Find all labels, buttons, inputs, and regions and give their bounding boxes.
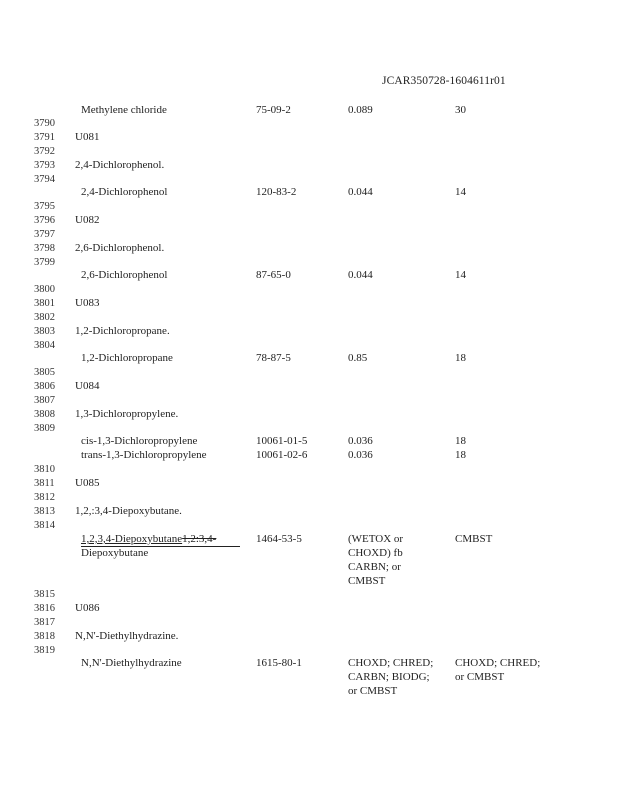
cas-number: 78-87-5 — [256, 352, 291, 364]
waste-description: 1,3-Dichloropropylene. — [75, 408, 179, 420]
nonwastewater-standard: CMBST — [455, 533, 493, 545]
inserted-text: 1,2,3,4-Diepoxybutane — [81, 533, 183, 545]
line-number: 3812 — [34, 492, 55, 503]
line-number: 3790 — [34, 118, 55, 129]
cas-number: 10061-02-6 — [256, 449, 308, 461]
nonwastewater-standard: 18 — [455, 449, 466, 461]
nonwastewater-standard: 30 — [455, 104, 466, 116]
line-number: 3808 — [34, 409, 55, 420]
wastewater-standard: CARBN; or — [348, 561, 401, 573]
cas-number: 75-09-2 — [256, 104, 291, 116]
constituent-name: 2,4-Dichlorophenol — [81, 186, 168, 198]
nonwastewater-standard: 18 — [455, 435, 466, 447]
line-number: 3793 — [34, 160, 55, 171]
line-number: 3805 — [34, 367, 55, 378]
waste-description: N,N'-Diethylhydrazine. — [75, 630, 179, 642]
cas-number: 87-65-0 — [256, 269, 291, 281]
waste-code: U084 — [75, 380, 100, 392]
wastewater-standard: CHOXD) fb — [348, 547, 403, 559]
line-number: 3797 — [34, 229, 55, 240]
wastewater-standard: or CMBST — [348, 685, 398, 697]
line-number: 3810 — [34, 464, 55, 475]
wastewater-standard: 0.044 — [348, 186, 373, 198]
wastewater-standard: 0.044 — [348, 269, 373, 281]
waste-description: 1,2,:3,4-Diepoxybutane. — [75, 505, 182, 517]
nonwastewater-standard: 14 — [455, 269, 466, 281]
waste-code: U085 — [75, 477, 100, 489]
nonwastewater-standard: CHOXD; CHRED; — [455, 657, 541, 669]
nonwastewater-standard: 18 — [455, 352, 466, 364]
line-number: 3807 — [34, 395, 55, 406]
cas-number: 10061-01-5 — [256, 435, 308, 447]
wastewater-standard: CHOXD; CHRED; — [348, 657, 434, 669]
line-number: 3796 — [34, 215, 55, 226]
waste-code: U082 — [75, 214, 100, 226]
constituent-name: 2,6-Dichlorophenol — [81, 269, 168, 281]
line-number: 3801 — [34, 298, 55, 309]
wastewater-standard: 0.85 — [348, 352, 368, 364]
line-number: 3802 — [34, 312, 55, 323]
line-number: 3806 — [34, 381, 55, 392]
constituent-name: cis-1,3-Dichloropropylene — [81, 435, 198, 447]
nonwastewater-standard: or CMBST — [455, 671, 505, 683]
line-number: 3813 — [34, 506, 55, 517]
wastewater-standard: 0.036 — [348, 449, 373, 461]
deleted-text: 1,2:3,4- — [182, 533, 217, 545]
waste-code: U081 — [75, 131, 100, 143]
constituent-name: Methylene chloride — [81, 104, 167, 116]
line-number: 3811 — [34, 478, 55, 489]
waste-description: 2,6-Dichlorophenol. — [75, 242, 165, 254]
cas-number: 1464-53-5 — [256, 533, 302, 545]
line-number: 3803 — [34, 326, 55, 337]
constituent-name: N,N'-Diethylhydrazine — [81, 657, 182, 669]
wastewater-standard: CARBN; BIODG; — [348, 671, 430, 683]
wastewater-standard: CMBST — [348, 575, 386, 587]
line-number: 3792 — [34, 146, 55, 157]
line-number: 3800 — [34, 284, 55, 295]
line-number: 3794 — [34, 174, 55, 185]
waste-code: U086 — [75, 602, 100, 614]
waste-description: 1,2-Dichloropropane. — [75, 325, 170, 337]
line-number: 3814 — [34, 520, 55, 531]
line-number: 3818 — [34, 631, 55, 642]
wastewater-standard: (WETOX or — [348, 533, 404, 545]
line-number: 3799 — [34, 257, 55, 268]
constituent-name: trans-1,3-Dichloropropylene — [81, 449, 207, 461]
nonwastewater-standard: 14 — [455, 186, 466, 198]
document-id-header: JCAR350728-1604611r01 — [382, 75, 506, 87]
constituent-name — [81, 533, 216, 546]
line-number: 3795 — [34, 201, 55, 212]
line-number: 3815 — [34, 589, 55, 600]
cas-number: 1615-80-1 — [256, 657, 302, 669]
line-number: 3804 — [34, 340, 55, 351]
line-number: 3791 — [34, 132, 55, 143]
wastewater-standard: 0.036 — [348, 435, 373, 447]
line-number: 3809 — [34, 423, 55, 434]
line-number: 3817 — [34, 617, 55, 628]
wastewater-standard: 0.089 — [348, 104, 373, 116]
waste-code: U083 — [75, 297, 100, 309]
constituent-name: 1,2-Dichloropropane — [81, 352, 173, 364]
waste-description: 2,4-Dichlorophenol. — [75, 159, 165, 171]
line-number: 3798 — [34, 243, 55, 254]
cas-number: 120-83-2 — [256, 186, 297, 198]
line-number: 3816 — [34, 603, 55, 614]
line-number: 3819 — [34, 645, 55, 656]
constituent-name-continued: Diepoxybutane — [81, 547, 149, 559]
